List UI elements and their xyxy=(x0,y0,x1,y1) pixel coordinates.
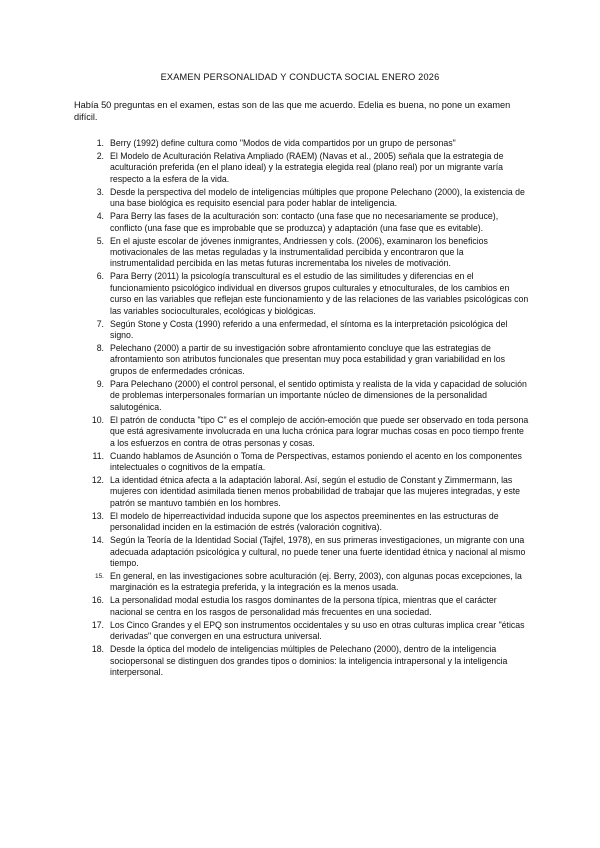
question-number: 4. xyxy=(96,211,104,222)
list-item xyxy=(96,378,530,413)
question-number: 16. xyxy=(91,595,104,606)
question-number: 13. xyxy=(91,510,104,521)
list-item xyxy=(96,186,530,210)
question-text: Desde la perspectiva del modelo de inteligencias múltiples que propone Pelechano (2000), la existencia de una base biológica es requisito esencial para poder hablar de inteligencia. xyxy=(110,186,525,209)
question-number: 8. xyxy=(96,343,104,354)
question-number: 14. xyxy=(91,535,104,546)
question-text: Pelechano (2000) a partir de su investigación sobre afrontamiento concluye que las estrategias de afrontamiento son atributos funcionales que presentan muy poca estabilidad y gran variabilidad en los grupos de enfermedades crónicas. xyxy=(110,343,505,376)
list-item xyxy=(91,474,530,509)
question-number: 10. xyxy=(91,414,104,425)
question-text: En el ajuste escolar de jóvenes inmigrantes, Andriessen y cols. (2006), examinaron los beneficios motivacionales de las metas reguladas y la instrumentalidad percibida y encontraron que la instrumentalidad percibida en las metas futuras incrementaba los niveles de motivación. xyxy=(110,235,488,269)
question-text: Los Cinco Grandes y el EPQ son instrumentos occidentales y su uso en otras culturas implica crear "éticas derivadas" que convergen en una estructura universal. xyxy=(110,619,525,642)
question-number: 9. xyxy=(96,378,104,389)
question-text: El patrón de conducta "tipo C" es el complejo de acción-emoción que puede ser observado en toda persona que está agresivamente involucrada en una lucha crónica para lograr muchas cosas en poco tiempo frente a los esfuerzos en contra de otras personas y cosas. xyxy=(110,414,529,448)
question-number: 17. xyxy=(91,619,104,630)
question-text: La personalidad modal estudia los rasgos dominantes de la persona típica, mientras que el carácter nacional se centra en los rasgos de personalidad más frecuentes en una sociedad. xyxy=(110,595,497,617)
question-text: En general, en las investigaciones sobre aculturación (ej. Berry, 2003), con algunas pocas excepciones, la marginación es la estrategia preferida, y la integración es la menos usada. xyxy=(110,570,522,593)
question-text: El Modelo de Aculturación Relativa Ampliado (RAEM) (Navas et al., 2005) señala que la estrategia de aculturación preferida (en el plano ideal) y la estrategia elegida real (plano real) por un migrante varía respecto a la esfera de la vida. xyxy=(110,151,504,184)
question-text: Según la Teoría de la Identidad Social (Tajfel, 1978), en sus primeras investigaciones, un migrante con una adecuada adaptación psicológica y cultural, no puede tener una fuerte identidad étnica y nacional al mismo tiempo. xyxy=(110,535,526,568)
list-item xyxy=(91,510,530,534)
question-number: 1. xyxy=(96,138,104,148)
question-text: Para Berry las fases de la aculturación son: contacto (una fase que no necesariamente se produce), conflicto (una fase que es improbable que se produzca) y adaptación (una fase que es evitable). xyxy=(110,211,499,233)
list-item xyxy=(96,151,530,185)
question-text: Berry (1992) define cultura como "Modos de vida compartidos por un grupo de personas" xyxy=(110,138,456,148)
list-item xyxy=(96,271,530,317)
question-number: 5. xyxy=(96,235,104,246)
question-number: 2. xyxy=(96,151,104,161)
question-text: Para Berry (2011) la psicología transcultural es el estudio de las similitudes y diferencias en el funcionamiento psicológico individual en diversos grupos culturales y etnoculturales, de los cambios en curso en las variables que reflejan este funcionamiento y de las relaciones de las variables psicológicas con las variables socioculturales, ecológicas y biológicas. xyxy=(110,271,529,316)
question-number: 6. xyxy=(96,271,104,282)
list-item xyxy=(96,211,530,234)
question-text: Desde la óptica del modelo de inteligencias múltiples de Pelechano (2000), dentro de la inteligencia sociopersonal se distinguen dos grandes tipos o dominios: la inteligencia intrapersonal y la inteligencia interpersonal. xyxy=(110,644,508,677)
intro-paragraph: Había 50 preguntas en el examen, estas son de las que me acuerdo. Edelia es buena, no pone un examen difícil. xyxy=(74,100,511,123)
list-item xyxy=(96,318,530,342)
question-number: 3. xyxy=(96,186,104,197)
question-number: 18. xyxy=(91,644,104,655)
list-item xyxy=(96,235,530,270)
question-text: Cuando hablamos de Asunción o Toma de Perspectivas, estamos poniendo el acento en los componentes intelectuales o cognitivos de la empatía. xyxy=(110,450,522,472)
list-item xyxy=(96,343,530,377)
list-item xyxy=(91,595,530,618)
list-item xyxy=(91,535,530,569)
list-item xyxy=(91,619,530,643)
list-item xyxy=(91,414,530,449)
question-list xyxy=(91,138,530,680)
question-text: Según Stone y Costa (1990) referido a una enfermedad, el síntoma es la interpretación psicológica del signo. xyxy=(110,318,508,341)
list-item xyxy=(96,138,530,149)
question-number: 12. xyxy=(91,474,104,485)
question-number: 11. xyxy=(92,450,104,461)
list-item xyxy=(92,450,530,474)
question-number: 7. xyxy=(96,318,104,329)
list-item xyxy=(91,644,530,678)
question-text: Para Pelechano (2000) el control personal, el sentido optimista y realista de la vida y capacidad de solución de problemas interpersonales formarían un importante núcleo de dimensiones de la personalidad salutogénica. xyxy=(110,378,527,412)
list-item xyxy=(94,570,530,594)
question-text: La identidad étnica afecta a la adaptación laboral. Así, según el estudio de Constant y Zimmermann, las mujeres con identidad asimilada tienen menos probabilidad de trabajar que las mujeres integradas, y este patrón se mantuvo también en los hombres. xyxy=(110,474,521,508)
document-title: EXAMEN PERSONALIDAD Y CONDUCTA SOCIAL ENERO 2026 xyxy=(160,72,440,82)
question-number: 15. xyxy=(94,572,104,580)
question-text: El modelo de hiperreactividad inducida supone que los aspectos preeminentes en las estructuras de personalidad inciden en la estimación de estrés (valoración cognitiva). xyxy=(110,510,499,533)
